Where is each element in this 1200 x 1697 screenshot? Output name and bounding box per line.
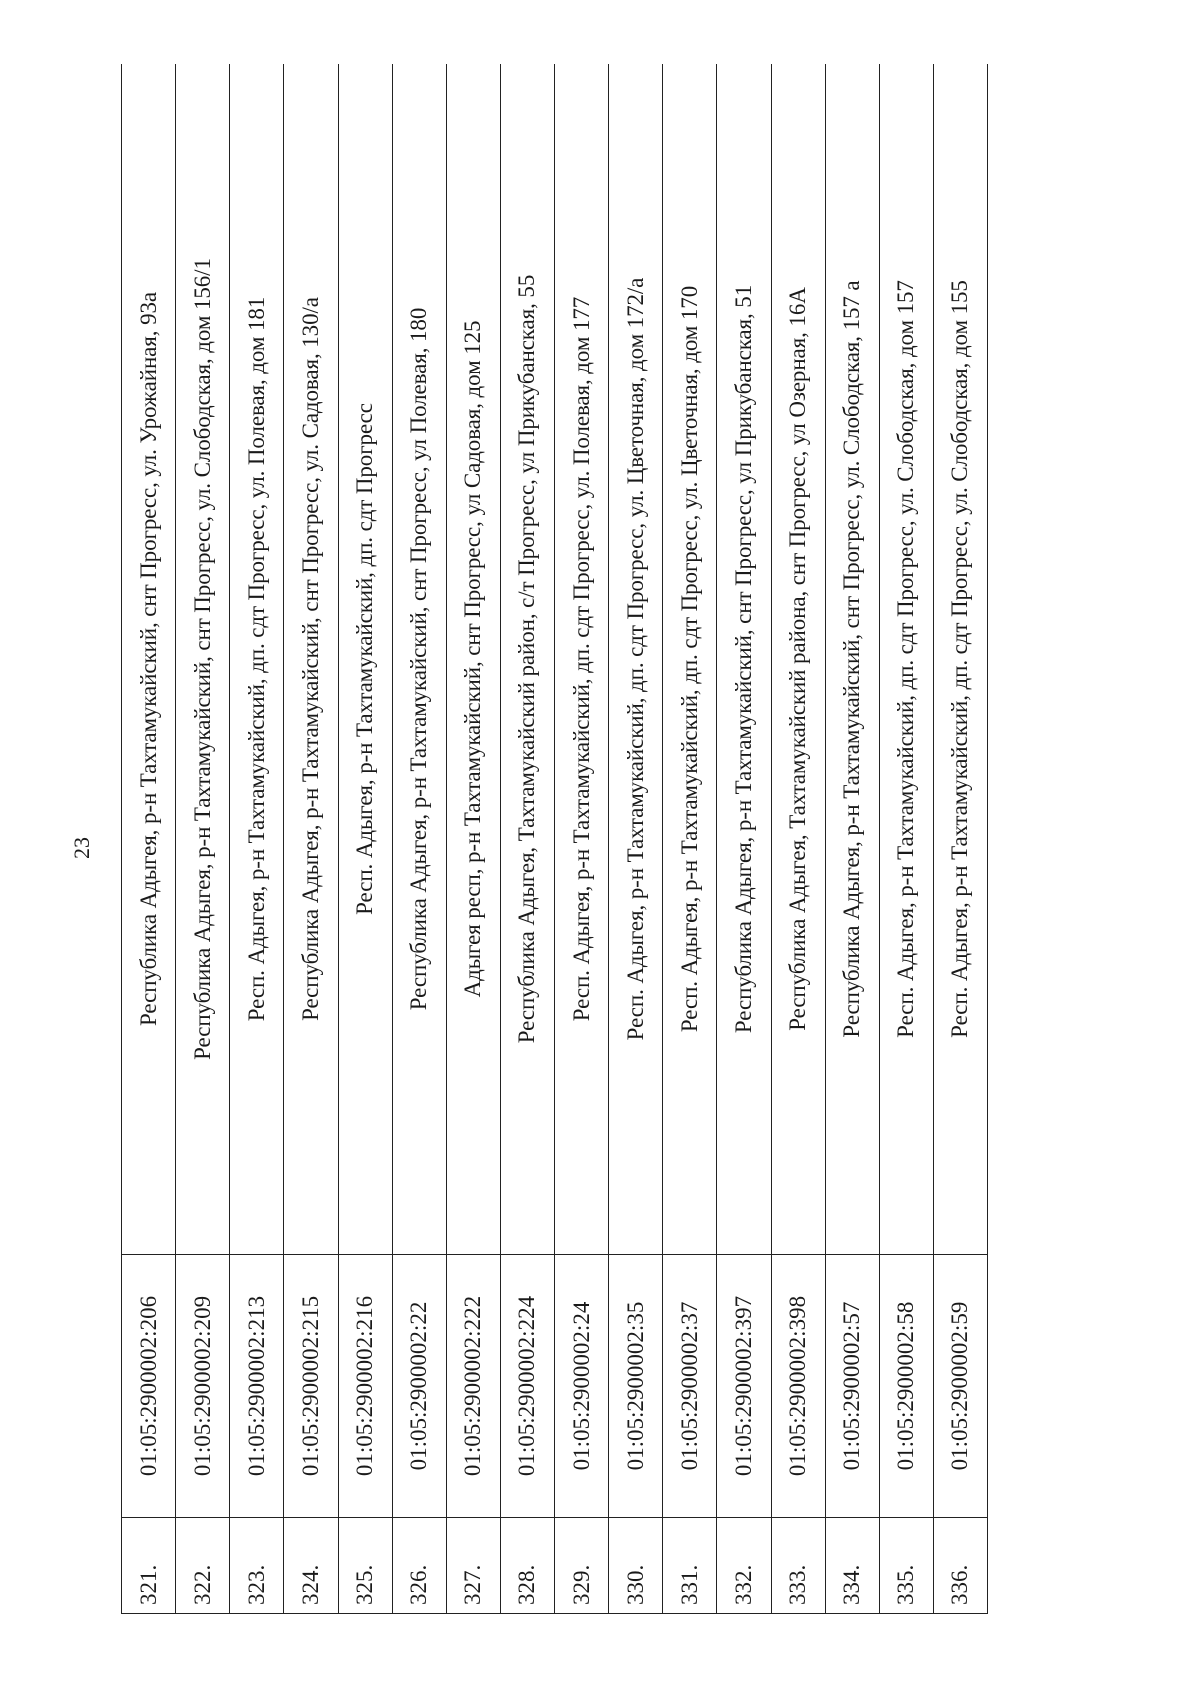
table-row [176,64,230,1614]
cadastral-number: 01:05:2900002:398 [771,1255,825,1518]
table-row [771,64,825,1614]
table-row [555,64,609,1614]
cadastral-number: 01:05:2900002:224 [500,1255,554,1518]
row-number: 323. [230,1518,284,1614]
row-number: 331. [663,1518,717,1614]
table-row [230,64,284,1614]
cadastral-number: 01:05:2900002:57 [825,1255,879,1518]
parcel-address: Республика Адыгея, Тахтамукайский район, с/т Прогресс, ул Прикубанская, 55 [500,64,554,1255]
row-number: 333. [771,1518,825,1614]
table-row [663,64,717,1614]
table-row [825,64,879,1614]
parcel-address: Респ. Адыгея, р-н Тахтамукайский, дп. сдт Прогресс [338,64,392,1255]
parcel-address: Республика Адыгея, р-н Тахтамукайский, снт Прогресс, ул. Урожайная, 93а [122,64,176,1255]
row-number: 328. [500,1518,554,1614]
parcel-address: Республика Адыгея, р-н Тахтамукайский, снт Прогресс, ул. Садовая, 130/а [284,64,338,1255]
parcel-registry-table [121,64,988,1614]
row-number: 327. [446,1518,500,1614]
table-row [879,64,933,1614]
row-number: 332. [717,1518,771,1614]
cadastral-number: 01:05:2900002:215 [284,1255,338,1518]
parcel-address: Респ. Адыгея, р-н Тахтамукайский, дп. сдт Прогресс, ул. Полевая, дом 177 [555,64,609,1255]
parcel-address: Респ. Адыгея, р-н Тахтамукайский, дп. сдт Прогресс, ул. Цветочная, дом 170 [663,64,717,1255]
row-number: 324. [284,1518,338,1614]
table-row [446,64,500,1614]
cadastral-number: 01:05:2900002:37 [663,1255,717,1518]
cadastral-number: 01:05:2900002:59 [933,1255,987,1518]
table-row [392,64,446,1614]
row-number: 335. [879,1518,933,1614]
cadastral-number: 01:05:2900002:213 [230,1255,284,1518]
parcel-address: Республика Адыгея, Тахтамукайский района, снт Прогресс, ул Озерная, 16А [771,64,825,1255]
parcel-address: Респ. Адыгея, р-н Тахтамукайский, дп. сдт Прогресс, ул. Слободская, дом 157 [879,64,933,1255]
parcel-address: Респ. Адыгея, р-н Тахтамукайский, дп. сдт Прогресс, ул. Полевая, дом 181 [230,64,284,1255]
cadastral-number: 01:05:2900002:22 [392,1255,446,1518]
row-number: 329. [555,1518,609,1614]
table-row [717,64,771,1614]
cadastral-number: 01:05:2900002:24 [555,1255,609,1518]
table-frame [121,64,988,1614]
parcel-address: Респ. Адыгея, р-н Тахтамукайский, дп. сдт Прогресс, ул. Слободская, дом 155 [933,64,987,1255]
parcel-address: Респ. Адыгея, р-н Тахтамукайский, дп. сдт Прогресс, ул. Цветочная, дом 172/а [609,64,663,1255]
parcel-address: Республика Адыгея, р-н Тахтамукайский, снт Прогресс, ул Полевая, 180 [392,64,446,1255]
parcel-address: Адыгея респ, р-н Тахтамукайский, снт Прогресс, ул Садовая, дом 125 [446,64,500,1255]
table-row [933,64,987,1614]
cadastral-number: 01:05:2900002:35 [609,1255,663,1518]
cadastral-number: 01:05:2900002:216 [338,1255,392,1518]
registry-table-body [122,64,988,1614]
row-number: 330. [609,1518,663,1614]
cadastral-number: 01:05:2900002:206 [122,1255,176,1518]
row-number: 322. [176,1518,230,1614]
row-number: 326. [392,1518,446,1614]
page-number: 23 [69,837,94,859]
parcel-address: Республика Адыгея, р-н Тахтамукайский, снт Прогресс, ул. Слободская, 157 а [825,64,879,1255]
table-row [500,64,554,1614]
table-row [284,64,338,1614]
row-number: 321. [122,1518,176,1614]
cadastral-number: 01:05:2900002:209 [176,1255,230,1518]
table-row [338,64,392,1614]
row-number: 325. [338,1518,392,1614]
cadastral-number: 01:05:2900002:222 [446,1255,500,1518]
cadastral-number: 01:05:2900002:397 [717,1255,771,1518]
cadastral-number: 01:05:2900002:58 [879,1255,933,1518]
table-row [609,64,663,1614]
rotated-table-wrapper [121,64,988,1614]
parcel-address: Республика Адыгея, р-н Тахтамукайский, снт Прогресс, ул. Слободская, дом 156/1 [176,64,230,1255]
row-number: 334. [825,1518,879,1614]
row-number: 336. [933,1518,987,1614]
parcel-address: Республика Адыгея, р-н Тахтамукайский, снт Прогресс, ул Прикубанская, 51 [717,64,771,1255]
table-row [122,64,176,1614]
